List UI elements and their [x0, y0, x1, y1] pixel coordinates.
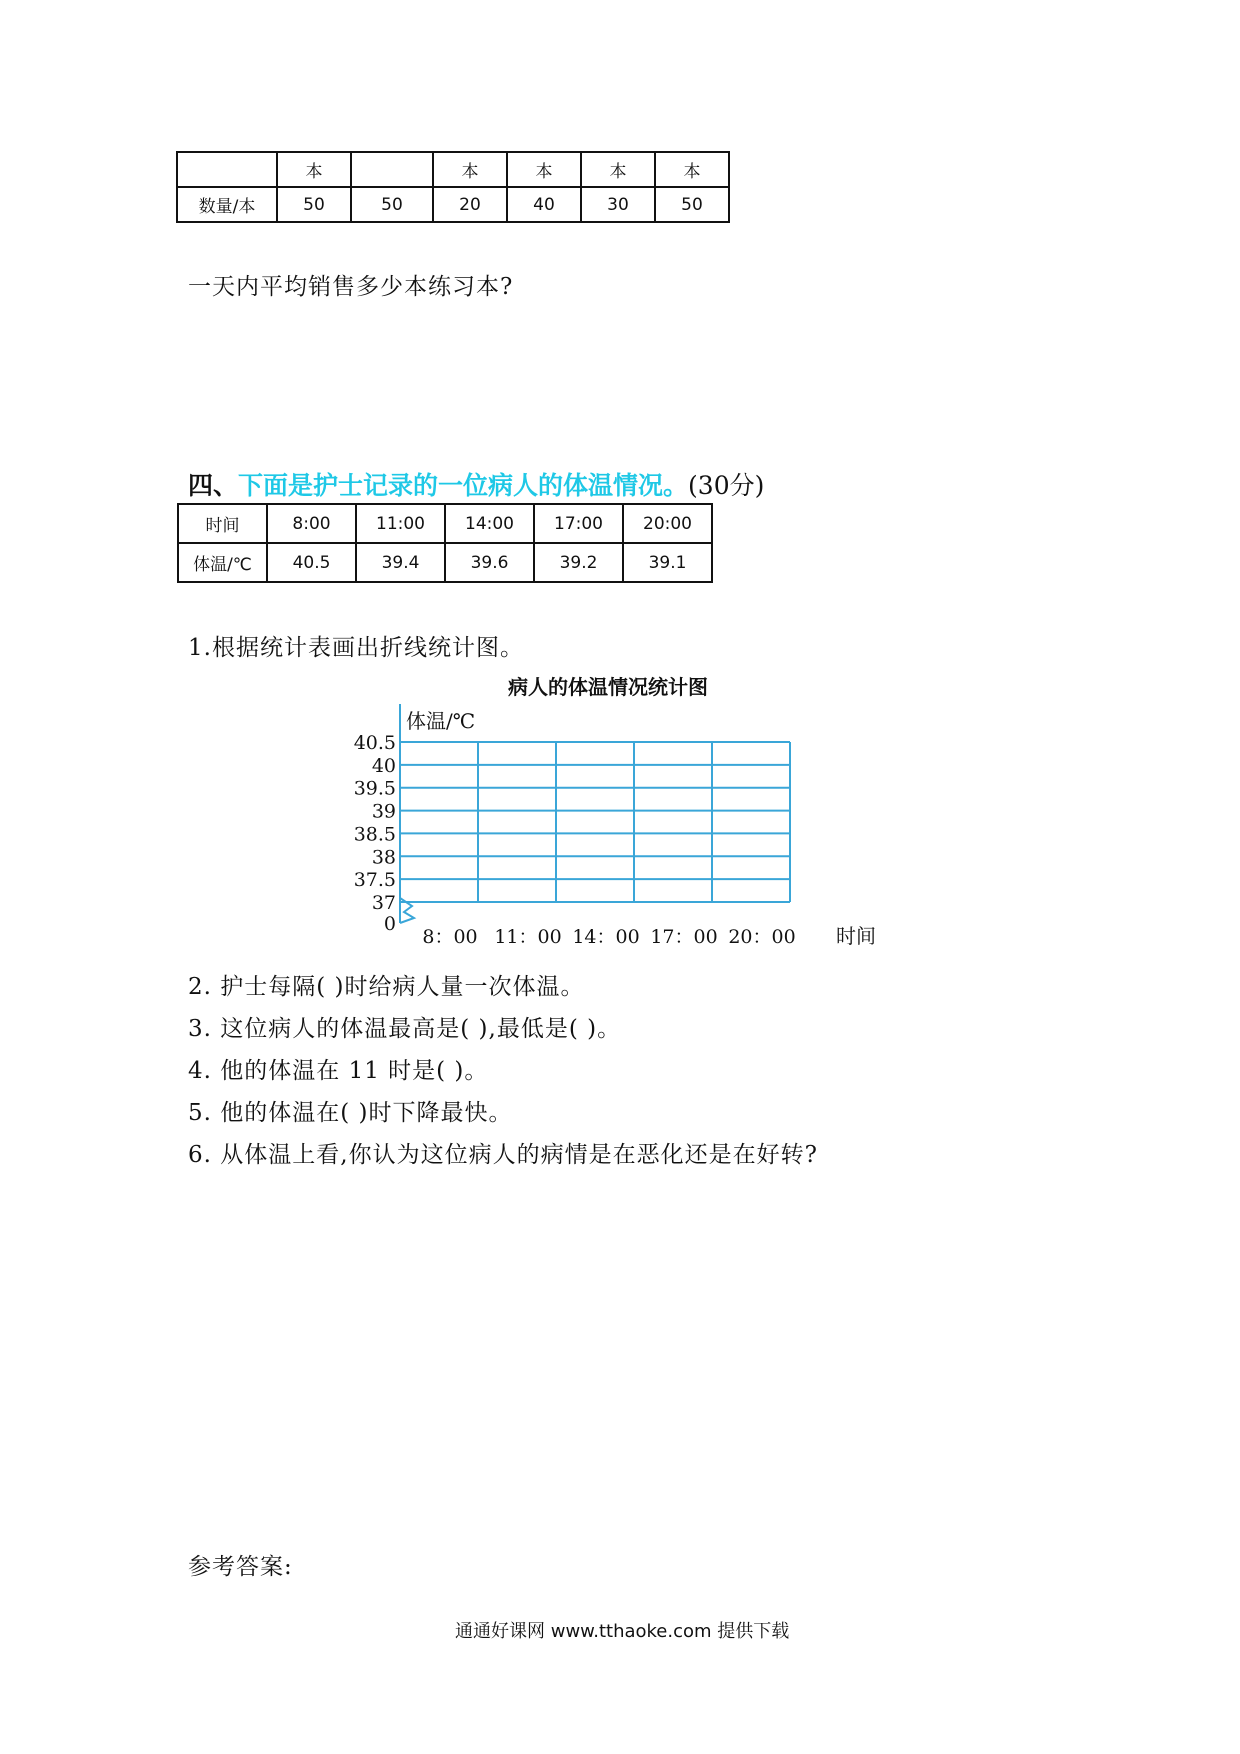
x-tick-label: 11：00 — [494, 926, 562, 948]
table-cell: 14:00 — [445, 504, 534, 543]
chart-axes — [400, 704, 414, 923]
table-cell: 39.6 — [445, 543, 534, 582]
section-title: 下面是护士记录的一位病人的体温情况。 — [238, 471, 689, 500]
table-cell — [351, 152, 433, 187]
chart-grid — [400, 742, 790, 902]
chart-labels — [354, 709, 876, 948]
x-axis-title: 时间 — [836, 924, 876, 948]
y-axis-title: 体温/℃ — [406, 709, 476, 733]
question-1: 1.根据统计表画出折线统计图。 — [188, 635, 524, 661]
table-cell: 11:00 — [356, 504, 445, 543]
table-cell: 50 — [351, 187, 433, 222]
table-cell: 本 — [655, 152, 729, 187]
temp-header-row — [178, 504, 712, 543]
sales-table — [176, 151, 730, 223]
y-tick-label: 40.5 — [353, 732, 396, 754]
table-cell: 本 — [277, 152, 351, 187]
temp-value-row — [178, 543, 712, 582]
table-cell: 39.4 — [356, 543, 445, 582]
question-6: 6. 从体温上看,你认为这位病人的病情是在恶化还是在好转? — [188, 1142, 818, 1168]
y-tick-label: 37.5 — [353, 869, 396, 892]
table-cell: 20:00 — [623, 504, 712, 543]
y-tick-label: 38.5 — [353, 823, 396, 846]
table-cell: 本 — [507, 152, 581, 187]
question-2: 2. 护士每隔( )时给病人量一次体温。 — [188, 974, 585, 1000]
x-tick-label: 8：00 — [422, 926, 478, 948]
y-tick-label: 38 — [371, 846, 396, 869]
table-cell: 40 — [507, 187, 581, 222]
x-tick-label: 20：00 — [728, 926, 796, 948]
question-5: 5. 他的体温在( )时下降最快。 — [188, 1100, 513, 1126]
table-cell: 数量/本 — [177, 187, 277, 222]
table-cell: 39.1 — [623, 543, 712, 582]
question-3: 3. 这位病人的体温最高是( ),最低是( )。 — [188, 1016, 622, 1042]
table-cell: 本 — [581, 152, 655, 187]
table-cell: 时间 — [178, 504, 267, 543]
table-cell: 40.5 — [267, 543, 356, 582]
temperature-chart — [340, 700, 900, 960]
y-tick-label: 37 — [371, 892, 396, 914]
question-average-sales: 一天内平均销售多少本练习本? — [188, 274, 514, 300]
section-number: 四、 — [188, 471, 239, 500]
table-cell: 体温/℃ — [178, 543, 267, 582]
y-tick-label: 0 — [383, 913, 396, 935]
sales-header-row — [177, 152, 729, 187]
table-cell — [177, 152, 277, 187]
y-tick-label: 39 — [371, 800, 396, 823]
temperature-table — [177, 503, 713, 583]
question-4: 4. 他的体温在 11 时是( )。 — [188, 1058, 489, 1084]
table-cell: 20 — [433, 187, 507, 222]
y-tick-label: 40 — [371, 754, 396, 777]
table-cell: 17:00 — [534, 504, 623, 543]
section-4-heading — [188, 466, 764, 502]
table-cell: 50 — [655, 187, 729, 222]
table-cell: 8:00 — [267, 504, 356, 543]
answer-label: 参考答案: — [188, 1554, 293, 1580]
table-cell: 30 — [581, 187, 655, 222]
x-tick-label: 14：00 — [572, 926, 640, 948]
footer-text: 通通好课网 www.tthaoke.com 提供下载 — [455, 1621, 790, 1642]
chart-title: 病人的体温情况统计图 — [508, 675, 708, 699]
x-tick-label: 17：00 — [650, 926, 718, 948]
sales-data-row — [177, 187, 729, 222]
table-cell: 39.2 — [534, 543, 623, 582]
table-cell: 50 — [277, 187, 351, 222]
y-tick-label: 39.5 — [353, 777, 396, 800]
section-score: (30分) — [688, 471, 765, 500]
table-cell: 本 — [433, 152, 507, 187]
